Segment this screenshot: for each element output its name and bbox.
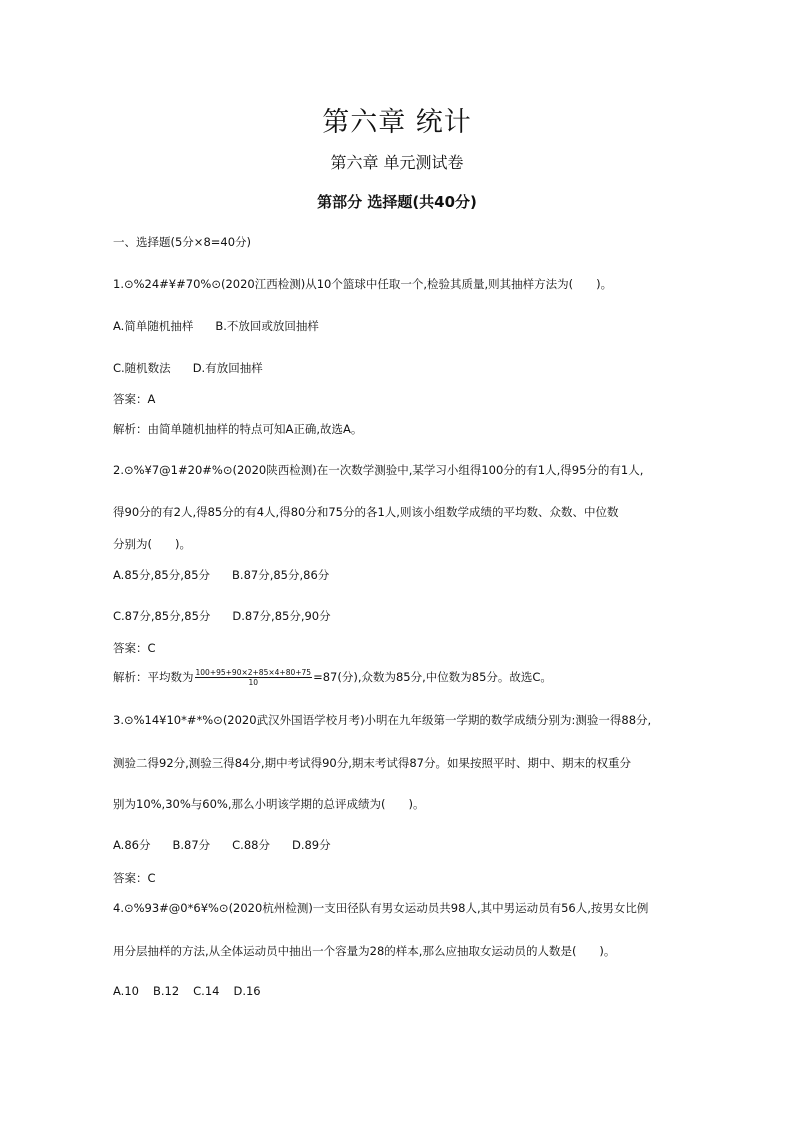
section-heading: 一、选择题(5分×8=40分) <box>113 235 252 249</box>
q1-stem: 1.⊙%24#¥#70%⊙(2020江西检测)从10个篮球中任取一个,检验其质量,则其抽样方法为( )。 <box>113 277 613 291</box>
q1-answer: 答案：A <box>113 392 156 406</box>
chapter-title: 第六章 统计 <box>322 107 472 138</box>
q3-option-c: C.88分 <box>232 838 270 852</box>
q2-option-a: A.85分,85分,85分 <box>113 568 211 582</box>
q3-option-d: D.89分 <box>291 838 331 852</box>
q2-analysis <box>113 668 552 687</box>
q3-answer: 答案：C <box>113 871 156 885</box>
q2-fraction-numerator: 100+95+90×2+85×4+80+75 <box>195 668 312 677</box>
q2-mean-fraction <box>195 668 313 687</box>
q3-options-row <box>113 837 331 853</box>
q2-analysis-prefix: 解析：平均数为 <box>113 670 194 684</box>
q2-options-row1 <box>113 567 329 583</box>
q4-stem-line1: 4.⊙%93#@0*6¥%⊙(2020杭州检测)一支田径队有男女运动员共98人,其中男运动员有56人,按男女比例 <box>113 901 649 915</box>
q4-option-b: B.12 <box>152 984 180 998</box>
q3-stem-line2: 测验二得92分,测验三得84分,期中考试得90分,期末考试得87分。如果按照平时、期中、期末的权重分 <box>113 756 631 770</box>
q2-options-row2 <box>113 608 331 624</box>
q3-stem-line3: 别为10%,30%与60%,那么小明该学期的总评成绩为( )。 <box>113 797 425 811</box>
q4-option-c: C.14 <box>193 984 220 998</box>
q2-fraction-denominator: 10 <box>248 678 259 687</box>
q1-option-d: D.有放回抽样 <box>192 361 263 375</box>
q2-stem-line3: 分别为( )。 <box>113 537 191 551</box>
q1-option-b: B.不放回或放回抽样 <box>215 319 319 333</box>
q1-options-row2 <box>113 360 263 376</box>
q2-analysis-suffix: =87(分),众数为85分,中位数为85分。故选C。 <box>313 670 552 684</box>
test-subtitle: 第六章 单元测试卷 <box>330 153 464 172</box>
q4-stem-line2: 用分层抽样的方法,从全体运动员中抽出一个容量为28的样本,那么应抽取女运动员的人数是( )。 <box>113 944 616 958</box>
q3-option-a: A.86分 <box>113 838 151 852</box>
q2-option-d: D.87分,85分,90分 <box>232 609 331 623</box>
q3-stem-line1: 3.⊙%14¥10*#*%⊙(2020武汉外国语学校月考)小明在九年级第一学期的数学成绩分别为:测验一得88分, <box>113 713 652 727</box>
q2-option-b: B.87分,85分,86分 <box>232 568 330 582</box>
q2-stem-line1: 2.⊙%¥7@1#20#%⊙(2020陕西检测)在一次数学测验中,某学习小组得100分的有1人,得95分的有1人, <box>113 463 644 477</box>
q4-option-d: D.16 <box>233 984 261 998</box>
part-heading: 第部分 选择题(共40分) <box>317 193 477 211</box>
q2-stem-line2: 得90分的有2人,得85分的有4人,得80分和75分的各1人,则该小组数学成绩的平均数、众数、中位数 <box>113 505 619 519</box>
q4-options-row <box>113 983 261 999</box>
q1-options-row1 <box>113 318 319 334</box>
q1-analysis: 解析：由简单随机抽样的特点可知A正确,故选A。 <box>113 422 363 436</box>
q3-option-b: B.87分 <box>172 838 211 852</box>
q2-answer: 答案：C <box>113 641 156 655</box>
q2-option-c: C.87分,85分,85分 <box>113 609 211 623</box>
q4-option-a: A.10 <box>113 984 139 998</box>
q1-option-c: C.随机数法 <box>113 361 171 375</box>
q1-option-a: A.简单随机抽样 <box>113 319 194 333</box>
